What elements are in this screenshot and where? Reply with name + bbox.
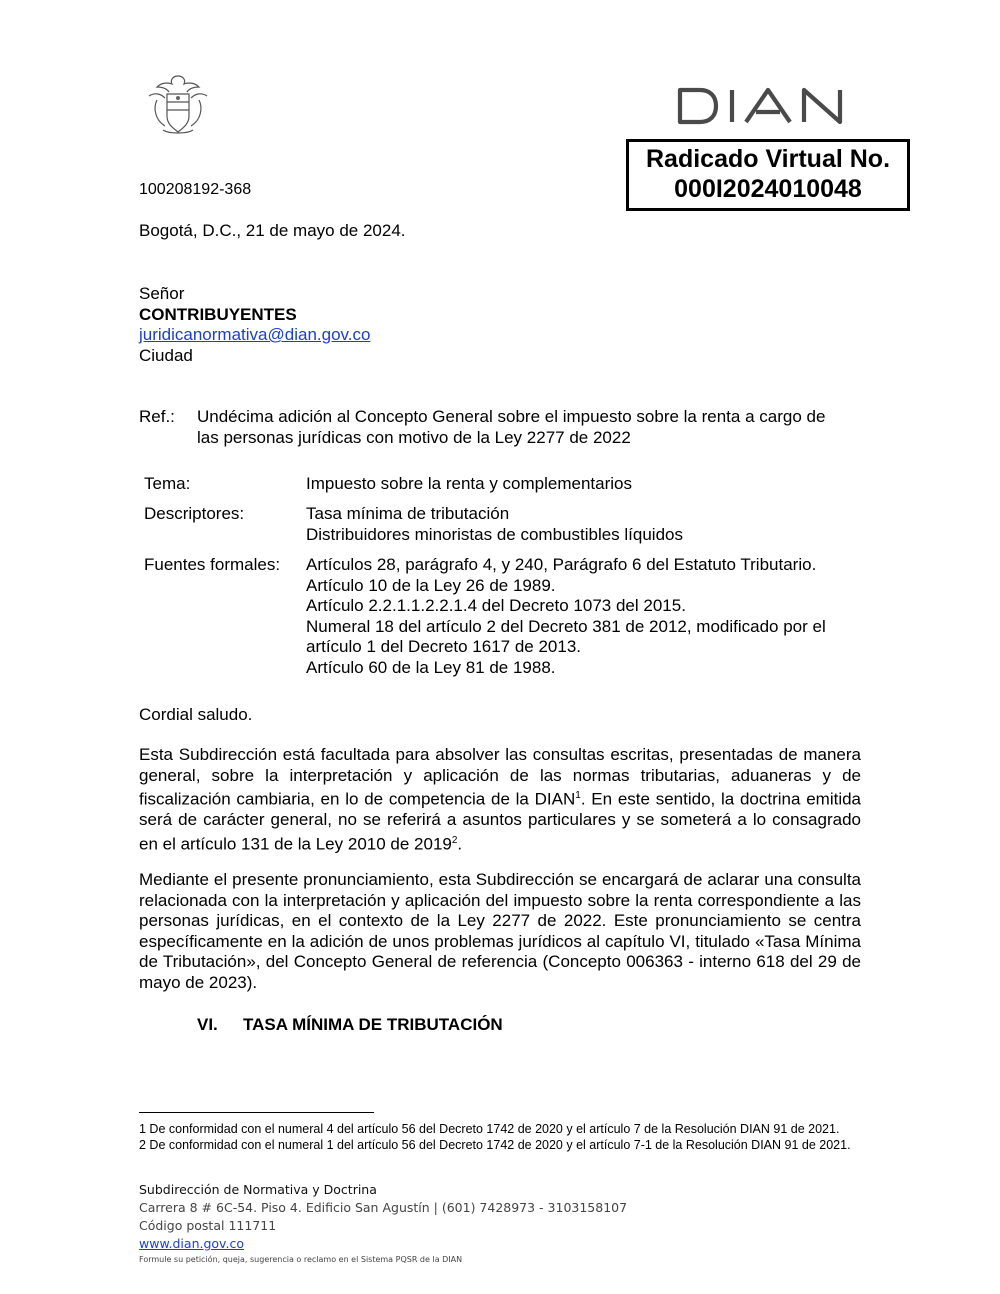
section-number: VI. [197,1015,218,1034]
paragraph-text: . En este sentido, la doctrina emitida será de carácter general, no se referirá a asuntos particulares y se someterá a lo consagrado en el artículo 131 de la Ley 2010 de 2019 [139,789,862,854]
footer-pqsr-note: Formule su petición, queja, sugerencia o reclamo en el Sistema PQSR de la DIAN [139,1255,463,1264]
paragraph-competence [139,745,861,855]
tema-label: Tema: [144,474,191,493]
reference-text [197,407,863,448]
footer-address: Carrera 8 # 6C-54. Piso 4. Edificio San Agustín | (601) 7428973 - 3103158107 [139,1200,628,1215]
fuentes-label: Fuentes formales: [144,555,281,574]
fuente-item: Artículo 2.2.1.1.2.2.1.4 del Decreto 1073 del 2015. [306,596,686,615]
fuente-item: Artículos 28, parágrafo 4, y 240, Parágrafo 6 del Estatuto Tributario. [306,555,817,574]
footer-website-link[interactable]: www.dian.gov.co [139,1236,244,1251]
radicado-box [626,139,910,211]
descriptores-label: Descriptores: [144,504,245,523]
radicado-number: 000I2024010048 [674,175,862,203]
paragraph-text: . [457,834,463,854]
document-number: 100208192-368 [139,181,252,198]
recipient-name: CONTRIBUYENTES [139,304,297,324]
fuente-item: Artículo 10 de la Ley 26 de 1989. [306,575,556,595]
greeting: Cordial saludo. [139,705,253,724]
paragraph-text: Esta Subdirección está facultada para absolver las consultas escritas, presentadas de manera general, sobre la interpretación y aplicación de las normas tributarias, aduaneras y de fiscalización cambiaria, en lo de competencia de la DIAN [139,745,861,809]
fuentes-values [306,555,866,678]
footer-postal-code: Código postal 111711 [139,1218,277,1233]
paragraph-purpose: Mediante el presente pronunciamiento, esta Subdirección se encargará de aclarar una consulta relacionada con la interpretación y aplicación del impuesto sobre la renta correspondiente a las personas jurídicas, en el contexto de la Ley 2277 de 2022. Este pronunciamiento se centra específicamente en la adición de unos problemas jurídicos al capítulo VI, titulado «Tasa Mínima de Tributación», del Concepto General de referencia (Concepto 006363 - interno 618 del 29 de mayo de 2023). [139,870,861,992]
place-date: Bogotá, D.C., 21 de mayo de 2024. [139,221,406,240]
dian-logo [676,86,861,126]
tema-value: Impuesto sobre la renta y complementarios [306,474,632,493]
reference-line: Undécima adición al Concepto General sobre el impuesto sobre la renta a cargo de [197,407,826,426]
fuente-item: Artículo 60 de la Ley 81 de 1988. [306,657,556,677]
descriptores-values [306,504,866,545]
recipient-salutation: Señor [139,284,185,303]
footnote-divider [139,1112,374,1113]
footnote-ref-1: 1 [575,790,581,801]
descriptor-item: Distribuidores minoristas de combustibles líquidos [306,524,683,544]
recipient-email-link[interactable]: juridicanormativa@dian.gov.co [139,325,371,344]
recipient-block [139,284,370,366]
reference-line: las personas jurídicas con motivo de la Ley 2277 de 2022 [197,427,631,447]
section-title: TASA MÍNIMA DE TRIBUTACIÓN [243,1015,503,1034]
descriptor-item: Tasa mínima de tributación [306,504,510,523]
footnote-1: 1 De conformidad con el numeral 4 del artículo 56 del Decreto 1742 de 2020 y el artículo 7 de la Resolución DIAN 91 de 2021. [139,1122,840,1136]
fuente-item: Numeral 18 del artículo 2 del Decreto 381 de 2012, modificado por el [306,616,826,636]
footnote-ref-2: 2 [451,834,458,846]
footer-unit: Subdirección de Normativa y Doctrina [139,1182,377,1197]
fuente-item: artículo 1 del Decreto 1617 de 2013. [306,637,582,656]
footnote-2: 2 De conformidad con el numeral 1 del artículo 56 del Decreto 1742 de 2020 y el artículo 7-1 de la Resolución DIAN 91 de 2021. [139,1138,851,1152]
colombia-coat-of-arms-icon [143,72,213,138]
recipient-city: Ciudad [139,345,193,365]
radicado-label: Radicado Virtual No. [645,145,891,173]
reference-label: Ref.: [139,407,175,426]
